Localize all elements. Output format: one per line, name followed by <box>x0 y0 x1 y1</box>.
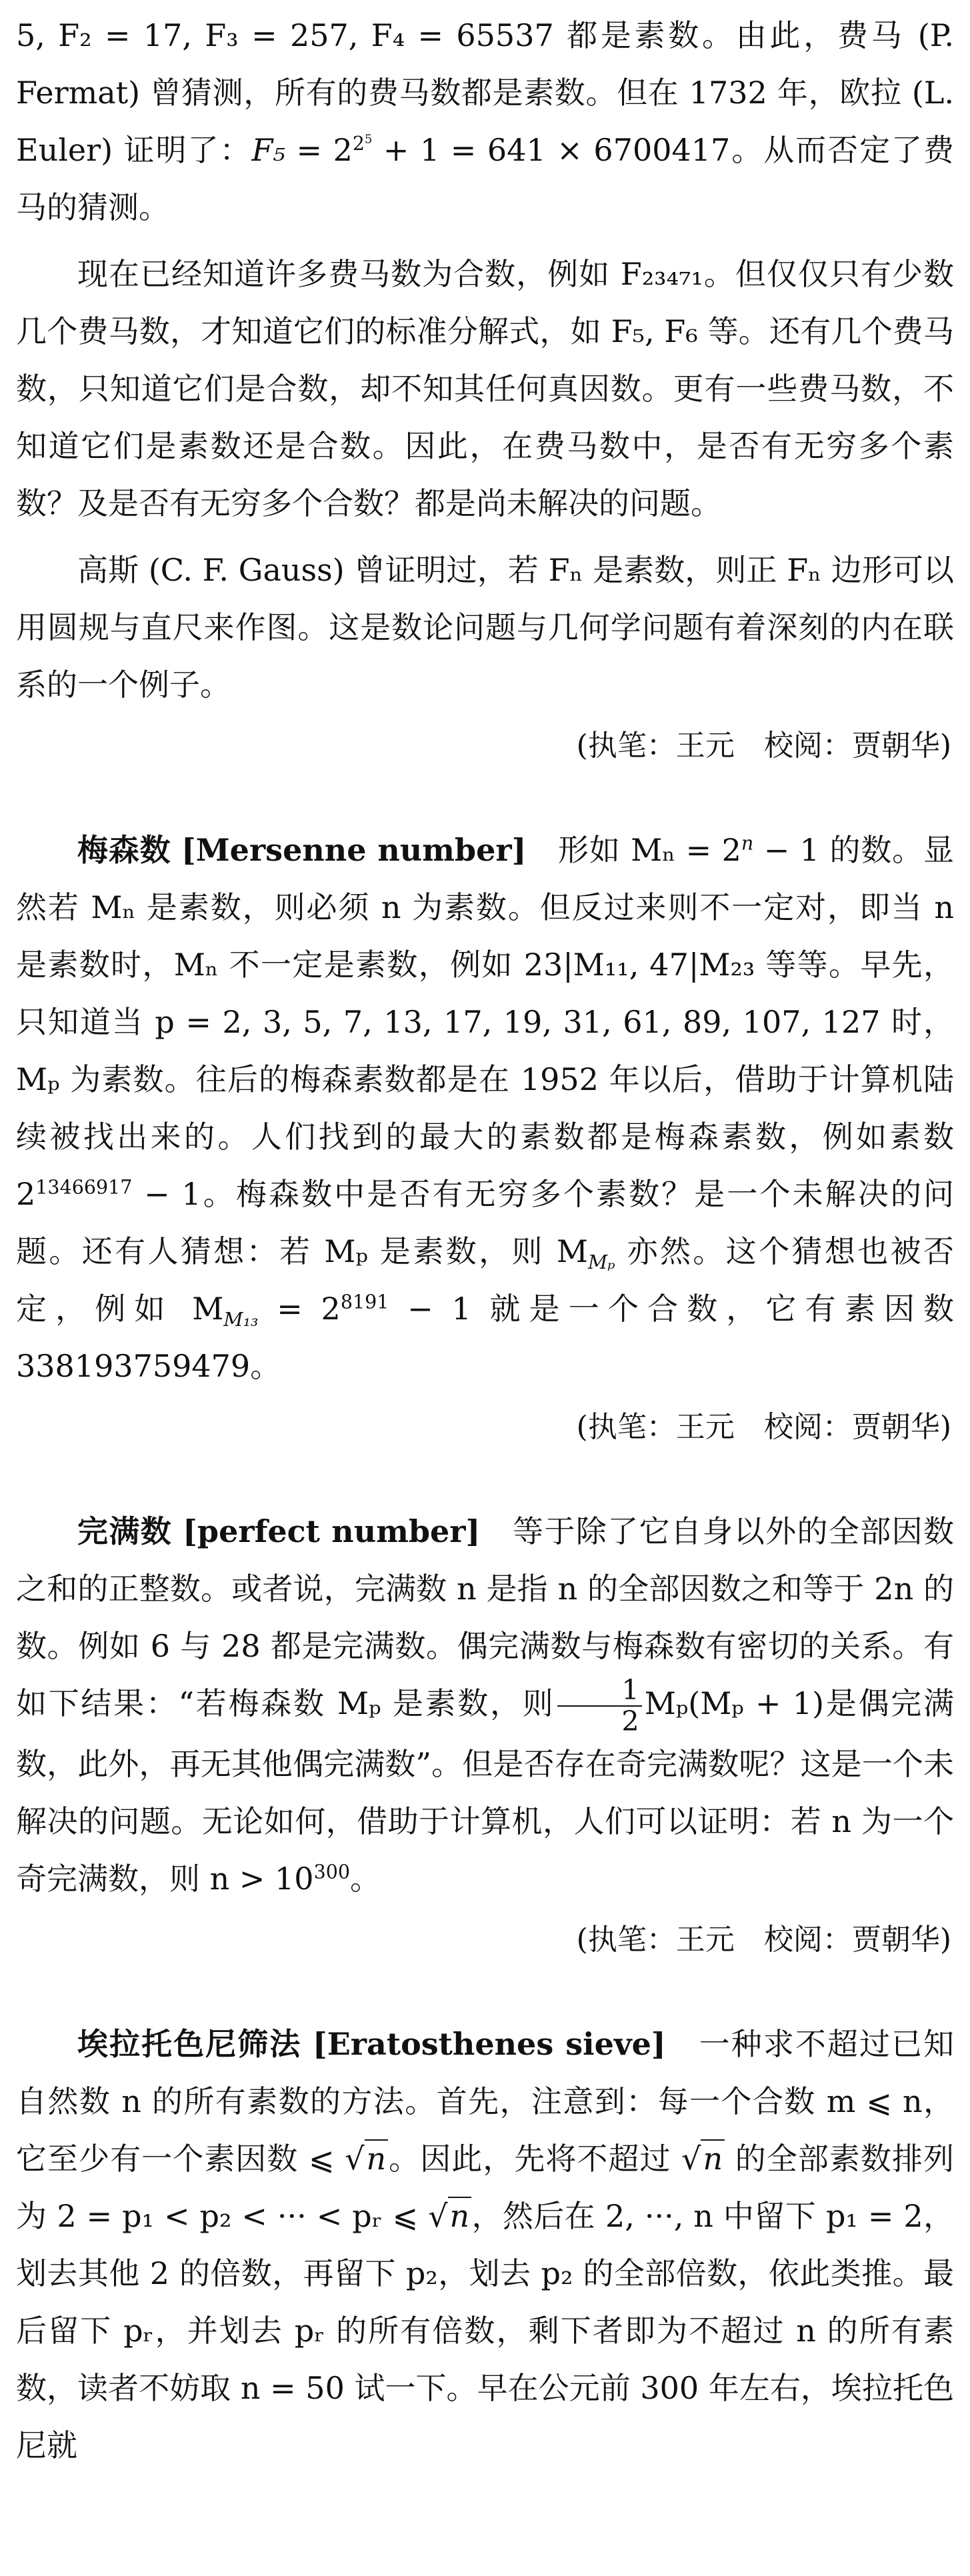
f5-symbol: F₅ <box>251 132 285 168</box>
perfect-exp-300: 300 <box>313 1861 351 1884</box>
mersenne-text-2: − 1 的数。显然若 Mₙ 是素数，则必须 n 为素数。但反过来则不一定对，即当 n 是素数时，Mₙ 不一定是素数，例如 23|M₁₁, 47|M₂₃ 等等。早先，只知道当 p = 2, 3, 5, 7, 13, 17, 19, 31, 61, 89, 107, 127 时，Mₚ 为素数。往后的梅森素数都是在 1952 年以后，借助于计算机陆续被找出来的。人们找到的最大的素数都是梅森素数，例如素数 2 <box>16 832 955 1212</box>
perfect-text-3: 。 <box>350 1861 381 1897</box>
sqrt-n-3 <box>428 2197 471 2234</box>
f5-equals: = 2 <box>285 132 353 168</box>
fraction-numerator: 1 <box>557 1677 641 1707</box>
eratosthenes-paragraph <box>16 2015 954 2474</box>
one-half-fraction <box>557 1673 641 1737</box>
perfect-term-english: [perfect number] <box>183 1513 481 1549</box>
mersenne-text-3: − 1。梅森数中是否有无穷多个素数？是一个未解决的问题。还有人猜想：若 Mₚ 是素数，则 M <box>16 1176 954 1269</box>
mersenne-term: 梅森数 <box>77 832 171 868</box>
f5-exponent-base: 2 <box>352 132 365 155</box>
fraction-denominator: 2 <box>621 1705 639 1737</box>
sqrt-radicand: n <box>701 2139 725 2177</box>
mersenne-signature: (执笔：王元 校阅：贾朝华) <box>576 1410 951 1444</box>
mersenne-text-4: 亦然。这个猜想也被否定，例如 M <box>16 1233 954 1327</box>
fermat-paragraph-3: 高斯 (C. F. Gauss) 曾证明过，若 Fₙ 是素数，则正 Fₙ 边形可以用圆规与直尺来作图。这是数论问题与几何学问题有着深刻的内在联系的一个例子。 <box>16 552 954 703</box>
sqrt-n-1 <box>345 2139 388 2177</box>
sqrt-n-2 <box>681 2139 725 2177</box>
mersenne-sub-m13: M₁₃ <box>223 1309 259 1331</box>
mersenne-text-6: − 1 就是一个合数，它有素因数 338193759479。 <box>16 1291 954 1384</box>
mersenne-exp-n: n <box>741 832 754 855</box>
fermat-paragraph-1 <box>16 7 954 236</box>
sqrt-sign: √ <box>428 2198 448 2235</box>
mersenne-paragraph <box>16 821 954 1395</box>
perfect-signature: (执笔：王元 校阅：贾朝华) <box>576 1923 951 1957</box>
eratosthenes-text-4: ，然后在 2, ···, n 中留下 p₁ = 2，划去其他 2 的倍数，再留下 p₂，划去 p₂ 的全部倍数，依此类推。最后留下 pᵣ，并划去 pᵣ 的所有倍数，剩下者即为不超过 n 的所有素数，读者不妨取 n = 50 试一下。早在公元前 300 年左右，埃拉托色尼就 <box>16 2198 954 2464</box>
mersenne-exp-8191: 8191 <box>340 1291 389 1313</box>
mersenne-sub-mp: Mₚ <box>587 1251 615 1274</box>
sqrt-sign: √ <box>345 2141 365 2177</box>
sqrt-sign: √ <box>681 2141 701 2177</box>
perfect-term: 完满数 <box>77 1513 173 1549</box>
fermat-p1-lead: 5, F₂ = 17, F₃ = 257, F₄ = 65537 都是素数。由此，费马 (P. Fermat) 曾猜测，所有的费马数都是素数。但在 1732 年，欧拉 (L. Euler) 证明了： <box>16 17 954 168</box>
fermat-number-continuation <box>16 7 954 775</box>
mersenne-big-exponent: 13466917 <box>35 1176 133 1199</box>
eratosthenes-sieve-entry <box>16 2015 954 2474</box>
fermat-paragraph-2: 现在已经知道许多费马数为合数，例如 F₂₃₄₇₁。但仅仅只有少数几个费马数，才知道它们的标准分解式，如 F₅, F₆ 等。还有几个费马数，只知道它们是合数，却不知其任何真因数。更有一些费马数，不知道它们是素数还是合数。因此，在费马数中，是否有无穷多个素数？及是否有无穷多个合数？都是尚未解决的问题。 <box>16 256 954 521</box>
perfect-text-2: Mₚ(Mₚ + 1)是偶完满数，此外，再无其他偶完满数”。但是否存在奇完满数呢？这是一个未解决的问题。无论如何，借助于计算机，人们可以证明：若 n 为一个奇完满数，则 n > 10 <box>16 1685 954 1897</box>
perfect-number-entry <box>16 1503 954 1969</box>
sqrt-radicand: n <box>365 2139 389 2177</box>
fermat-signature: (执笔：王元 校阅：贾朝华) <box>576 729 951 763</box>
sqrt-radicand: n <box>448 2197 472 2234</box>
eratosthenes-term-english: [Eratosthenes sieve] <box>312 2026 666 2063</box>
eratosthenes-text-2: 。因此，先将不超过 <box>388 2141 682 2177</box>
f5-exponent <box>353 133 372 155</box>
mersenne-number-entry <box>16 821 954 1456</box>
f5-exponent-exponent: 5 <box>365 133 373 147</box>
eratosthenes-text-3: 的全部素数排列为 2 = p₁ < p₂ < ··· < pᵣ ⩽ <box>16 2141 954 2235</box>
mersenne-term-english: [Mersenne number] <box>181 832 527 868</box>
mersenne-text-5: = 2 <box>258 1291 341 1327</box>
perfect-paragraph <box>16 1503 954 1907</box>
perfect-text-1: 等于除了它自身以外的全部因数之和的正整数。或者说，完满数 n 是指 n 的全部因数之和等于 2n 的数。例如 6 与 28 都是完满数。偶完满数与梅森数有密切的关系。有如下结果：“若梅森数 Mₚ 是素数，则 <box>16 1513 955 1721</box>
f5-factorization: + 1 = 641 × 6700417。从而否定了费马的猜测。 <box>16 132 955 225</box>
eratosthenes-text-1: 一种求不超过已知自然数 n 的所有素数的方法。首先，注意到：每一个合数 m ⩽ n，它至少有一个素因数 ⩽ <box>16 2026 955 2177</box>
mersenne-text-1: 形如 Mₙ = 2 <box>526 832 741 868</box>
eratosthenes-term: 埃拉托色尼筛法 <box>77 2026 302 2063</box>
